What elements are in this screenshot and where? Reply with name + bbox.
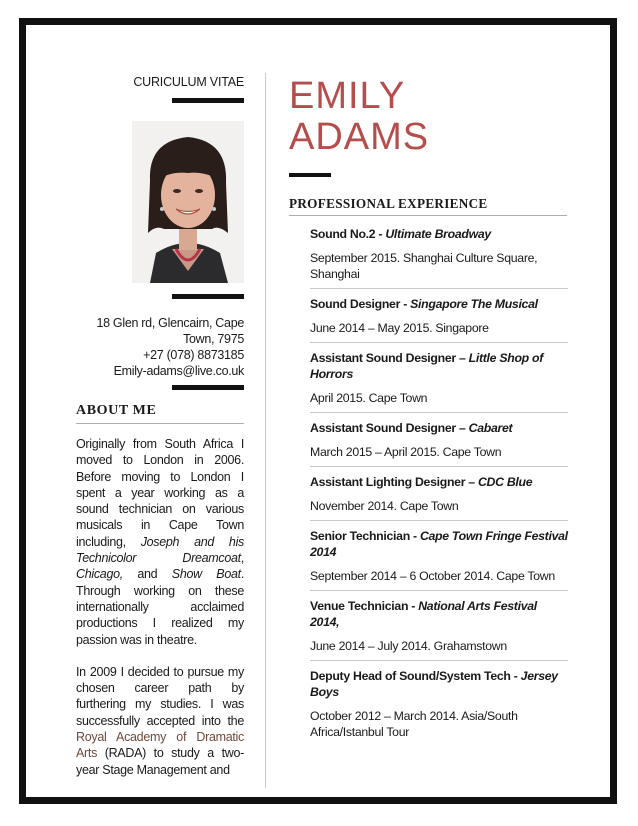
about-text: Originally from South Africa I moved to London in 2006. Before moving to London I spent a year working as a sound technician on various musicals in Cape Town including, xyxy=(76,437,244,549)
about-text: , xyxy=(240,551,244,566)
experience-heading: PROFESSIONAL EXPERIENCE xyxy=(289,196,488,211)
address-bottom-bar xyxy=(172,385,244,390)
job-entry xyxy=(310,598,568,661)
job-show: CDC Blue xyxy=(477,475,533,489)
portrait-photo xyxy=(132,121,244,283)
job-show: Cape Town Fringe Festival 2014 xyxy=(310,529,568,559)
job-role: Senior Technician - xyxy=(310,529,420,543)
job-title xyxy=(310,598,568,630)
job-title xyxy=(310,420,568,436)
job-detail: March 2015 – April 2015. Cape Town xyxy=(310,445,502,459)
about-paragraph-1 xyxy=(76,436,244,648)
job-title xyxy=(310,668,568,700)
job-title xyxy=(310,528,568,560)
about-text: (RADA) to study a two-year Stage Management and xyxy=(76,746,244,777)
show-title: Chicago, xyxy=(76,567,123,582)
contact-address xyxy=(76,315,244,379)
job-title xyxy=(310,296,568,312)
job-role: Sound Designer - xyxy=(310,297,411,311)
job-detail: November 2014. Cape Town xyxy=(310,499,459,513)
cv-label: CURICULUM VITAE xyxy=(133,75,244,89)
job-title xyxy=(310,350,568,382)
job-show: Singapore The Musical xyxy=(410,297,538,311)
candidate-name xyxy=(289,76,429,158)
job-entry xyxy=(310,420,568,467)
about-text: In 2009 I decided to pursue my chosen career path by furthering my studies. I was successfully accepted into the xyxy=(76,664,244,728)
about-heading: ABOUT ME xyxy=(76,403,157,418)
job-detail: September 2015. Shanghai Culture Square, Shanghai xyxy=(310,251,538,281)
job-detail: June 2014 – May 2015. Singapore xyxy=(310,321,489,335)
first-name: EMILY xyxy=(289,75,406,117)
job-show: Jersey Boys xyxy=(310,669,558,699)
about-text: . Through working on these internationally acclaimed productions I realized my passion was in theatre. xyxy=(76,567,244,647)
job-entry xyxy=(310,668,568,746)
show-title: Joseph and his Technicolor Dreamcoat xyxy=(76,534,244,566)
job-entry xyxy=(310,226,568,289)
job-entry xyxy=(310,474,568,521)
job-title xyxy=(310,474,568,490)
job-role: Assistant Sound Designer – xyxy=(310,421,469,435)
job-detail: September 2014 – 6 October 2014. Cape Town xyxy=(310,569,555,583)
about-paragraph-2 xyxy=(76,664,244,778)
experience-rule xyxy=(289,215,567,216)
job-role: Assistant Lighting Designer – xyxy=(310,475,478,489)
experience-list xyxy=(310,226,568,753)
job-show: Ultimate Broadway xyxy=(385,227,491,241)
job-entry xyxy=(310,350,568,413)
job-role: Sound No.2 - xyxy=(310,227,386,241)
address-top-bar xyxy=(172,294,244,299)
job-show: Cabaret xyxy=(468,421,513,435)
about-body xyxy=(76,436,244,794)
job-detail: April 2015. Cape Town xyxy=(310,391,428,405)
column-divider xyxy=(265,73,266,788)
academy-name: Royal Academy of Dramatic Arts xyxy=(76,730,244,761)
cv-label-underline xyxy=(172,98,244,103)
job-role: Assistant Sound Designer – xyxy=(310,351,469,365)
job-entry xyxy=(310,528,568,591)
name-underline xyxy=(289,173,331,177)
phone-number: +27 (078) 8873185 xyxy=(143,348,244,362)
job-show: National Arts Festival 2014, xyxy=(310,599,537,629)
last-name: ADAMS xyxy=(289,116,430,158)
job-role: Venue Technician - xyxy=(310,599,419,613)
about-rule xyxy=(76,423,244,424)
job-detail: October 2012 – March 2014. Asia/South Africa/Istanbul Tour xyxy=(310,709,518,739)
address-line-1: 18 Glen rd, Glencairn, Cape xyxy=(96,316,244,330)
job-title xyxy=(310,226,568,242)
show-title: Show Boat xyxy=(171,567,241,582)
email-address[interactable]: Emily-adams@live.co.uk xyxy=(113,364,244,378)
about-text: and xyxy=(122,567,172,582)
job-entry xyxy=(310,296,568,343)
job-detail: June 2014 – July 2014. Grahamstown xyxy=(310,639,507,653)
address-line-2: Town, 7975 xyxy=(183,332,244,346)
job-show: Little Shop of Horrors xyxy=(310,351,543,381)
job-role: Deputy Head of Sound/System Tech - xyxy=(310,669,521,683)
